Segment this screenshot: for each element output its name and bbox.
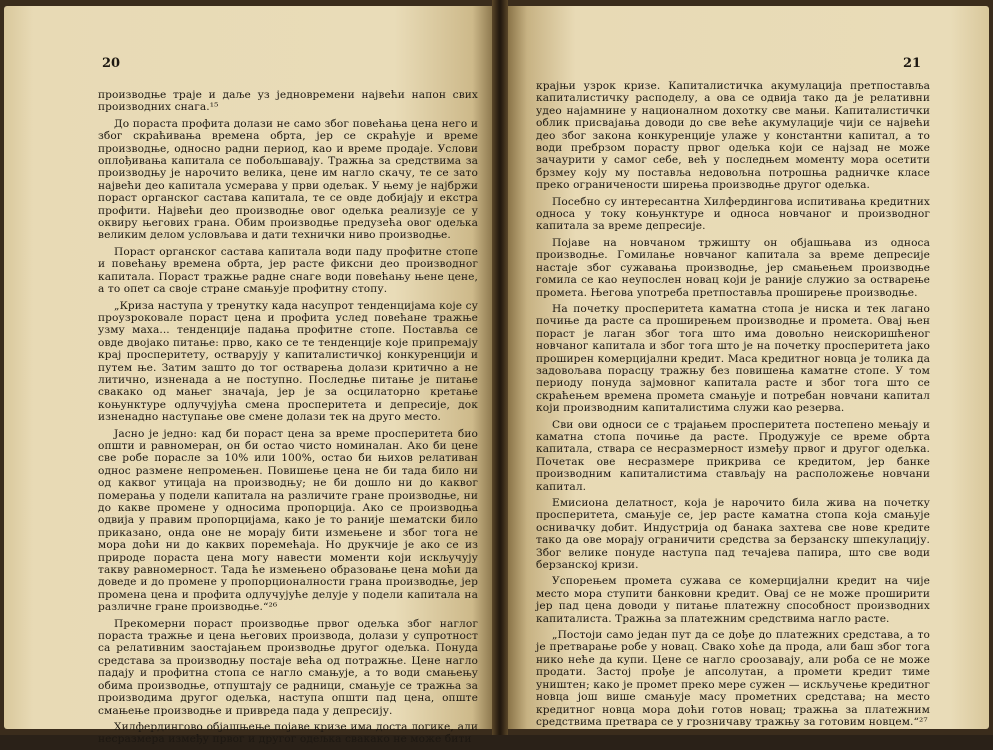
quote-paragraph: „Криза наступа у тренутку када насупрот тенденцијама које су проузроковале пораст цена и профита услед повећане тражње узму маха... тенденције падања профитне стопе. Постављa се овде двојако питање: прво, како се те тенденције које припремају крај просперитету, остварују у капиталистичкој конкуренцији и путем ње. Затим зашто до тог остварења долази критично а не литично, изненада а не поступно. Последње питање је питање свакако од мањег значаја, јер је за осцилаторно кретање коњунктуре одлучујућа смена просперитета и депресије, док изненадно наступање ове смене долази тек на друго место. xyxy=(98,299,478,424)
paragraph: До пораста профита долази не само због повећања цена него и због скраћивања времена обрта, јер се скраћује и време производње, односно радни период, као и време продаје. Услови оплођивања капитала се побољшавају. Тражња за средствима за производњу је нарочито велика, цене им нагло скачу, те се зато највећи део капитала усмерава у први одељак. У њему је најбржи пораст органског састава капитала, те се овде добијају и екстра профити. Највећи део производње овог одељка реализује се у оквиру његових грана. Обим производње предузећа овог одељка великим делом условљава и дати технички ниво производње. xyxy=(98,117,478,242)
right-page-text xyxy=(536,80,930,732)
left-page xyxy=(4,6,492,746)
left-page-text xyxy=(98,89,478,750)
book-gutter xyxy=(492,0,508,735)
page-number-left: 20 xyxy=(102,56,121,71)
page-number-right: 21 xyxy=(903,56,922,71)
paragraph: Емисиона делатност, која је нарочито била жива на почетку просперитета, смањује се, јер расте каматна стопа која смањује оснивачку добит. Индустрија од банака захтева све нове кредите тако да ове морају ограничити средства за берзанску шпекулацију. Због велике понуде наступа пад течајева папира, што све води берзанској кризи. xyxy=(536,497,930,572)
paragraph: На почетку просперитета каматна стопа је ниска и тек лагано почиње да расте са проширењем производње и промета. Овај њен пораст је лаган због тога што има довољно неискоришћеног новчаног капитала и због тога што је на почетку просперитета јако проширен комерцијални кредит. Маса кредитног новца је толика да задовољава порасцу тражњу без повишења каматне стопе. У том периоду понуда зајмовног капитала расте и због тога што се скраћењем времена промета смањује и потребан новчани капитал који производним капиталистима служи као резерва. xyxy=(536,302,930,415)
paragraph: Јасно је једно: кад би пораст цена за време просперитета био општи и равномеран, он би остао чисто номиналан. Ако би цене све робе порасле за 10% или 100%, остао би њихов релативан однос размене непромењен. Повишење цена не би тада било ни од каквог утицаја на производњу; не би дошло ни до каквог померања у подели капитала на различите гране производње, ни до какве промене у односима пропорција. Ако се производња одвија у правим пропорцијама, како је то раније шематски било приказано, онда оне не морају бити измењене и због тога не мора доћи ни до каквих поремећаја. Но друкчије је ако се из природе пораста цена могу навести моменти који искључују такву равномерност. Тада ће измењено образовање цена моћи да доведе и до промене у пропорционалности грана производње, јер промена цена и профита одлучујуће делује у подели капитала на различне гране производње.“²⁶ xyxy=(98,427,478,614)
quote-paragraph: „Постоји само један пут да се дође до платежних средстава, а то је претварање робе у новац. Свако хоће да прода, али баш због тога нико неће да купи. Цене се нагло сроозавају, али роба се не може продати. Застој прође је апсолутан, а промети кредит тиме уништен; како је промет преко мере сужен — искључење кредитног новца још више смањује масу прометних средстава; на место кредитног новца мора доћи готов новац; тражња за платежним средствима претвара се у грозничаву тражњу за готовим новцем.“²⁷ xyxy=(536,629,930,728)
paragraph: Хилфердингово објашњење појаве кризе има доста логике, али несразмера између првог и другог одељка свакако не може бити xyxy=(98,720,478,746)
paragraph: Прекомерни пораст производње првог одељка због наглог пораста тражње и цена његових производа, долази у супротност са релативним заостајањем производње другог одељка. Понуда средстава за производњу постаје већа од потражње. Цене нагло падају и профитна стопа се нагло смањује, а то води смањењу обима производње, отпуштају се радници, смањује се тражња за производима другог одељка, наступа општи пад цена, опште смањење производње и привреда пада у депресију. xyxy=(98,617,478,717)
paragraph: крајњи узрок кризе. Капиталистичка акумулација претпоставља капиталистичку расподелу, а ова се одвија тако да је релативни удео најамнине у националном дохотку све мањи. Капиталистички облик присвајања доводи до све веће акумулације чији се највећи део због закона конкуренције улаже у константни капитал, а то води пребрзом порасту првог одељка који се најзад не може зачаурити у самог себе, већ у последњем моменту мора осетити брзмеу коју му поставља недовољна потрошња радничке класе преко ограничености ширења производње другог одељка. xyxy=(536,80,930,192)
paragraph: Успорењем промета сужава се комерцијални кредит на чије место мора ступити банковни кредит. Овај се не може проширити јер пад цена доводи у питање платежну способност производних капиталиста. Тражња за платежним средствима нагло расте. xyxy=(536,575,930,625)
paragraph: Сви ови односи се с трајањем просперитета постепено мењају и каматна стопа почиње да расте. Продужује се време обрта капитала, ствара се несразмерност између првог и другог одељка. Почетак ове несразмере прикрива се кредитом, јер банке производним капиталистима стављају на расположење новчани капитал. xyxy=(536,418,930,493)
right-page xyxy=(508,6,989,729)
paragraph: Појаве на новчаном тржишту он објашњава из односа производње. Гомилање новчаног капитала за време депресије настаје због сужавања производње, јер смањењем производње гомила се као неупослен новац који је раније служио за остварење промета. Његова употреба претпоставља проширење производње. xyxy=(536,236,930,299)
paragraph: Пораст органског састава капитала води паду профитне стопе и повећању времена обрта, јер расте фиксни део производног капитала. Пораст тражње радне снаге води повећању њене цене, а то опет са своје стране смањује профитну стопу. xyxy=(98,245,478,296)
paragraph: Посебно су интересантна Хилфердингова испитивања кредитних односа у току коњунктуре и односа новчаног и производног капитала за време депресије. xyxy=(536,195,930,233)
paragraph: производње траје и даље уз једновремени највећи напон свих производних снага.¹⁵ xyxy=(98,89,478,114)
